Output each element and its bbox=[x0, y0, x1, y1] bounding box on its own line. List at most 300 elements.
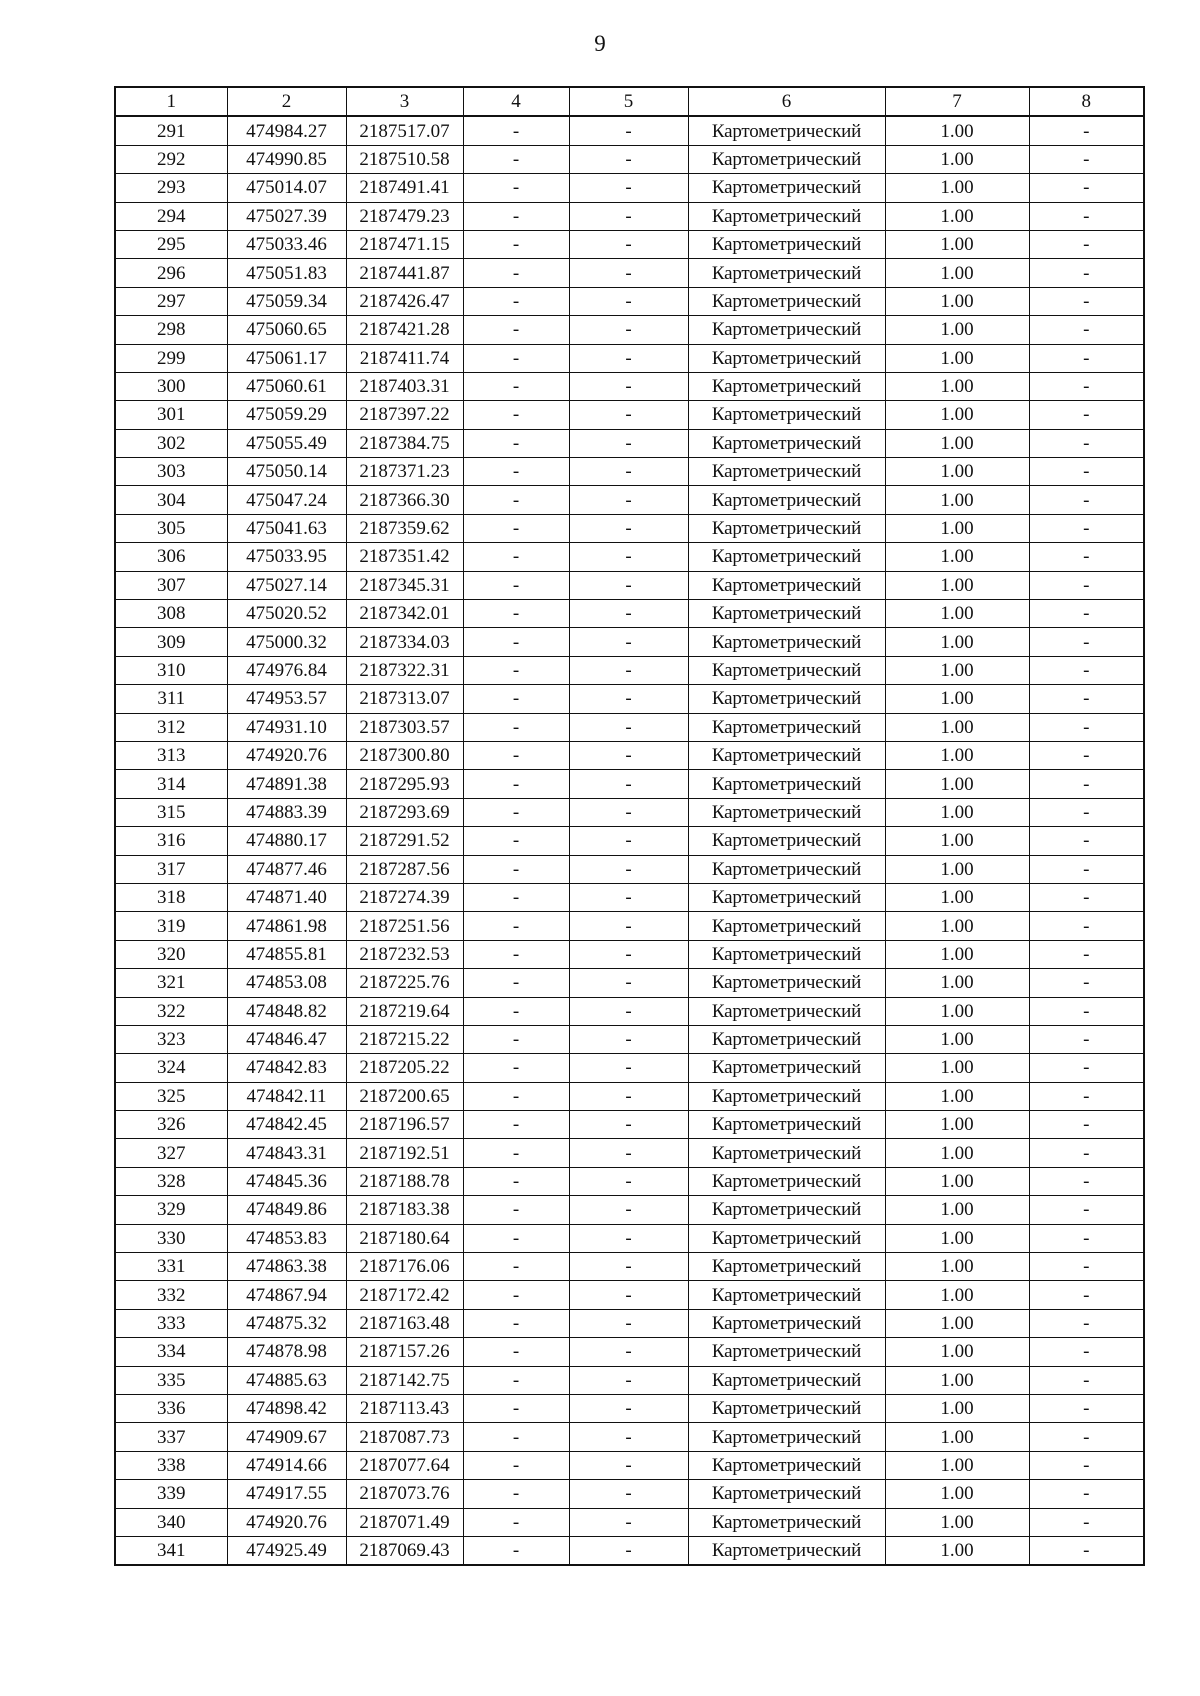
table-cell: - bbox=[569, 770, 688, 798]
table-cell: 329 bbox=[115, 1196, 227, 1224]
table-cell: 1.00 bbox=[885, 1451, 1029, 1479]
table-cell: 2187303.57 bbox=[346, 713, 463, 741]
table-cell: Картометрический bbox=[688, 600, 885, 628]
table-cell: 475051.83 bbox=[227, 259, 346, 287]
table-cell: 475059.29 bbox=[227, 401, 346, 429]
table-cell: 1.00 bbox=[885, 259, 1029, 287]
table-cell: - bbox=[1029, 883, 1144, 911]
table-cell: 305 bbox=[115, 514, 227, 542]
table-cell: 1.00 bbox=[885, 1281, 1029, 1309]
table-cell: 321 bbox=[115, 969, 227, 997]
table-cell: - bbox=[463, 458, 569, 486]
table-cell: - bbox=[1029, 1253, 1144, 1281]
table-cell: 312 bbox=[115, 713, 227, 741]
table-cell: - bbox=[569, 486, 688, 514]
table-cell: - bbox=[1029, 600, 1144, 628]
table-cell: 295 bbox=[115, 230, 227, 258]
table-cell: 475061.17 bbox=[227, 344, 346, 372]
table-cell: Картометрический bbox=[688, 571, 885, 599]
table-cell: 1.00 bbox=[885, 1309, 1029, 1337]
table-cell: 328 bbox=[115, 1167, 227, 1195]
table-cell: - bbox=[463, 997, 569, 1025]
table-cell: - bbox=[1029, 116, 1144, 145]
table-cell: 475059.34 bbox=[227, 287, 346, 315]
table-cell: - bbox=[1029, 1536, 1144, 1565]
table-cell: 474843.31 bbox=[227, 1139, 346, 1167]
table-cell: 2187077.64 bbox=[346, 1451, 463, 1479]
table-cell: 474855.81 bbox=[227, 940, 346, 968]
table-row bbox=[115, 1366, 1144, 1394]
table-cell: - bbox=[569, 628, 688, 656]
table-cell: 314 bbox=[115, 770, 227, 798]
table-cell: - bbox=[569, 883, 688, 911]
table-cell: - bbox=[569, 543, 688, 571]
table-row bbox=[115, 1224, 1144, 1252]
table-cell: - bbox=[1029, 656, 1144, 684]
table-cell: 1.00 bbox=[885, 912, 1029, 940]
table-cell: - bbox=[1029, 1508, 1144, 1536]
table-row bbox=[115, 827, 1144, 855]
table-row bbox=[115, 202, 1144, 230]
table-cell: - bbox=[569, 1536, 688, 1565]
table-cell: - bbox=[463, 1508, 569, 1536]
table-cell: 2187205.22 bbox=[346, 1054, 463, 1082]
table-cell: - bbox=[463, 798, 569, 826]
table-cell: 1.00 bbox=[885, 600, 1029, 628]
table-row bbox=[115, 685, 1144, 713]
table-cell: 336 bbox=[115, 1394, 227, 1422]
table-row bbox=[115, 116, 1144, 145]
table-cell: 1.00 bbox=[885, 1139, 1029, 1167]
table-cell: Картометрический bbox=[688, 912, 885, 940]
table-cell: - bbox=[1029, 316, 1144, 344]
table-cell: 297 bbox=[115, 287, 227, 315]
table-cell: 475033.46 bbox=[227, 230, 346, 258]
table-row bbox=[115, 1451, 1144, 1479]
table-cell: 1.00 bbox=[885, 1480, 1029, 1508]
table-cell: 474885.63 bbox=[227, 1366, 346, 1394]
table-cell: - bbox=[1029, 1224, 1144, 1252]
table-row bbox=[115, 514, 1144, 542]
table-cell: 296 bbox=[115, 259, 227, 287]
table-cell: 2187232.53 bbox=[346, 940, 463, 968]
table-cell: 2187366.30 bbox=[346, 486, 463, 514]
table-row bbox=[115, 316, 1144, 344]
table-cell: 474917.55 bbox=[227, 1480, 346, 1508]
table-cell: 1.00 bbox=[885, 1508, 1029, 1536]
table-cell: - bbox=[1029, 827, 1144, 855]
table-cell: 1.00 bbox=[885, 883, 1029, 911]
table-cell: 333 bbox=[115, 1309, 227, 1337]
table-cell: 2187342.01 bbox=[346, 600, 463, 628]
table-row bbox=[115, 458, 1144, 486]
table-row bbox=[115, 372, 1144, 400]
table-cell: 338 bbox=[115, 1451, 227, 1479]
table-cell: 301 bbox=[115, 401, 227, 429]
table-cell: Картометрический bbox=[688, 1196, 885, 1224]
table-cell: - bbox=[569, 429, 688, 457]
table-cell: - bbox=[569, 940, 688, 968]
table-cell: 474920.76 bbox=[227, 741, 346, 769]
table-cell: 474877.46 bbox=[227, 855, 346, 883]
table-cell: - bbox=[1029, 1480, 1144, 1508]
table-cell: Картометрический bbox=[688, 259, 885, 287]
table-cell: Картометрический bbox=[688, 713, 885, 741]
table-row bbox=[115, 969, 1144, 997]
table-cell: 1.00 bbox=[885, 1366, 1029, 1394]
table-cell: - bbox=[463, 883, 569, 911]
table-cell: - bbox=[463, 1196, 569, 1224]
table-cell: 475050.14 bbox=[227, 458, 346, 486]
table-cell: Картометрический bbox=[688, 1423, 885, 1451]
table-cell: 474931.10 bbox=[227, 713, 346, 741]
table-cell: 474853.83 bbox=[227, 1224, 346, 1252]
table-cell: Картометрический bbox=[688, 372, 885, 400]
table-cell: 2187071.49 bbox=[346, 1508, 463, 1536]
table-cell: 474875.32 bbox=[227, 1309, 346, 1337]
table-cell: - bbox=[463, 543, 569, 571]
table-cell: 1.00 bbox=[885, 401, 1029, 429]
table-row bbox=[115, 259, 1144, 287]
table-cell: 340 bbox=[115, 1508, 227, 1536]
table-cell: - bbox=[1029, 1309, 1144, 1337]
table-cell: - bbox=[463, 1451, 569, 1479]
table-cell: 311 bbox=[115, 685, 227, 713]
table-cell: - bbox=[463, 1082, 569, 1110]
table-cell: 1.00 bbox=[885, 713, 1029, 741]
table-cell: - bbox=[569, 685, 688, 713]
table-cell: 335 bbox=[115, 1366, 227, 1394]
table-cell: 2187291.52 bbox=[346, 827, 463, 855]
table-cell: - bbox=[1029, 202, 1144, 230]
table-cell: - bbox=[1029, 1196, 1144, 1224]
table-cell: Картометрический bbox=[688, 316, 885, 344]
column-header: 3 bbox=[346, 87, 463, 116]
table-cell: 1.00 bbox=[885, 770, 1029, 798]
table-cell: 309 bbox=[115, 628, 227, 656]
table-row bbox=[115, 1196, 1144, 1224]
table-cell: 1.00 bbox=[885, 486, 1029, 514]
table-cell: 1.00 bbox=[885, 1167, 1029, 1195]
table-cell: 1.00 bbox=[885, 372, 1029, 400]
table-body bbox=[115, 116, 1144, 1565]
table-cell: 474984.27 bbox=[227, 116, 346, 145]
table-cell: 2187322.31 bbox=[346, 656, 463, 684]
table-cell: Картометрический bbox=[688, 486, 885, 514]
table-cell: 2187334.03 bbox=[346, 628, 463, 656]
table-cell: - bbox=[463, 600, 569, 628]
table-cell: 315 bbox=[115, 798, 227, 826]
table-cell: - bbox=[1029, 372, 1144, 400]
table-cell: - bbox=[1029, 685, 1144, 713]
table-row bbox=[115, 287, 1144, 315]
table-cell: Картометрический bbox=[688, 1253, 885, 1281]
table-cell: 2187411.74 bbox=[346, 344, 463, 372]
table-cell: Картометрический bbox=[688, 741, 885, 769]
table-cell: - bbox=[569, 713, 688, 741]
table-cell: - bbox=[463, 628, 569, 656]
table-cell: - bbox=[1029, 770, 1144, 798]
table-cell: - bbox=[569, 1423, 688, 1451]
table-cell: - bbox=[1029, 1423, 1144, 1451]
table-row bbox=[115, 1423, 1144, 1451]
table-cell: Картометрический bbox=[688, 287, 885, 315]
table-cell: 1.00 bbox=[885, 827, 1029, 855]
table-cell: 1.00 bbox=[885, 202, 1029, 230]
table-cell: 2187479.23 bbox=[346, 202, 463, 230]
table-cell: 474853.08 bbox=[227, 969, 346, 997]
column-header: 4 bbox=[463, 87, 569, 116]
table-cell: - bbox=[1029, 543, 1144, 571]
table-cell: 2187345.31 bbox=[346, 571, 463, 599]
table-cell: - bbox=[569, 372, 688, 400]
table-cell: 2187384.75 bbox=[346, 429, 463, 457]
table-cell: 337 bbox=[115, 1423, 227, 1451]
table-cell: - bbox=[463, 827, 569, 855]
table-row bbox=[115, 855, 1144, 883]
table-cell: - bbox=[463, 1536, 569, 1565]
table-row bbox=[115, 1480, 1144, 1508]
table-cell: 316 bbox=[115, 827, 227, 855]
table-row bbox=[115, 230, 1144, 258]
table-cell: 474871.40 bbox=[227, 883, 346, 911]
table-cell: - bbox=[1029, 1394, 1144, 1422]
table-cell: - bbox=[463, 116, 569, 145]
table-cell: 474880.17 bbox=[227, 827, 346, 855]
table-cell: - bbox=[1029, 230, 1144, 258]
table-cell: - bbox=[1029, 1054, 1144, 1082]
table-row bbox=[115, 145, 1144, 173]
table-cell: - bbox=[569, 1139, 688, 1167]
table-cell: 1.00 bbox=[885, 628, 1029, 656]
table-cell: 474861.98 bbox=[227, 912, 346, 940]
table-row bbox=[115, 486, 1144, 514]
table-cell: 1.00 bbox=[885, 997, 1029, 1025]
table-cell: - bbox=[569, 827, 688, 855]
table-cell: - bbox=[463, 1309, 569, 1337]
table-cell: Картометрический bbox=[688, 174, 885, 202]
column-header: 8 bbox=[1029, 87, 1144, 116]
table-cell: Картометрический bbox=[688, 1508, 885, 1536]
table-cell: - bbox=[1029, 344, 1144, 372]
table-cell: - bbox=[1029, 429, 1144, 457]
table-cell: - bbox=[569, 259, 688, 287]
table-cell: - bbox=[1029, 1167, 1144, 1195]
table-cell: 2187471.15 bbox=[346, 230, 463, 258]
table-cell: - bbox=[1029, 855, 1144, 883]
table-cell: 2187188.78 bbox=[346, 1167, 463, 1195]
table-cell: 323 bbox=[115, 1025, 227, 1053]
table-cell: Картометрический bbox=[688, 1281, 885, 1309]
table-cell: - bbox=[463, 940, 569, 968]
table-cell: - bbox=[463, 685, 569, 713]
column-header: 2 bbox=[227, 87, 346, 116]
table-cell: - bbox=[463, 372, 569, 400]
table-cell: - bbox=[569, 1082, 688, 1110]
table-cell: 1.00 bbox=[885, 1196, 1029, 1224]
table-cell: 474990.85 bbox=[227, 145, 346, 173]
table-cell: Картометрический bbox=[688, 145, 885, 173]
table-cell: 308 bbox=[115, 600, 227, 628]
table-cell: 306 bbox=[115, 543, 227, 571]
table-cell: 2187359.62 bbox=[346, 514, 463, 542]
table-cell: - bbox=[463, 912, 569, 940]
table-cell: 1.00 bbox=[885, 1111, 1029, 1139]
table-cell: 2187274.39 bbox=[346, 883, 463, 911]
table-cell: - bbox=[569, 1196, 688, 1224]
table-cell: - bbox=[463, 401, 569, 429]
table-cell: 2187157.26 bbox=[346, 1338, 463, 1366]
table-cell: 474909.67 bbox=[227, 1423, 346, 1451]
table-cell: Картометрический bbox=[688, 1536, 885, 1565]
table-cell: Картометрический bbox=[688, 827, 885, 855]
table-cell: Картометрический bbox=[688, 770, 885, 798]
page-number: 9 bbox=[594, 31, 606, 56]
table-cell: 1.00 bbox=[885, 571, 1029, 599]
table-row bbox=[115, 1394, 1144, 1422]
table-cell: - bbox=[569, 202, 688, 230]
table-cell: 2187313.07 bbox=[346, 685, 463, 713]
table-cell: 1.00 bbox=[885, 1224, 1029, 1252]
table-cell: 291 bbox=[115, 116, 227, 145]
table-cell: 2187517.07 bbox=[346, 116, 463, 145]
table-cell: Картометрический bbox=[688, 1394, 885, 1422]
table-cell: Картометрический bbox=[688, 1167, 885, 1195]
table-cell: 330 bbox=[115, 1224, 227, 1252]
table-row bbox=[115, 997, 1144, 1025]
table-row bbox=[115, 656, 1144, 684]
table-cell: Картометрический bbox=[688, 458, 885, 486]
table-cell: 1.00 bbox=[885, 543, 1029, 571]
table-row bbox=[115, 1054, 1144, 1082]
table-cell: - bbox=[569, 174, 688, 202]
table-cell: 475060.65 bbox=[227, 316, 346, 344]
table-cell: - bbox=[1029, 798, 1144, 826]
table-cell: - bbox=[1029, 514, 1144, 542]
table-cell: - bbox=[463, 1338, 569, 1366]
table-cell: - bbox=[569, 145, 688, 173]
table-cell: 474878.98 bbox=[227, 1338, 346, 1366]
table-cell: 475041.63 bbox=[227, 514, 346, 542]
table-cell: 1.00 bbox=[885, 656, 1029, 684]
table-cell: 474842.45 bbox=[227, 1111, 346, 1139]
table-cell: 2187163.48 bbox=[346, 1309, 463, 1337]
table-cell: - bbox=[1029, 458, 1144, 486]
table-cell: - bbox=[569, 287, 688, 315]
table-cell: 304 bbox=[115, 486, 227, 514]
table-cell: 474925.49 bbox=[227, 1536, 346, 1565]
table-cell: Картометрический bbox=[688, 1025, 885, 1053]
table-cell: 2187219.64 bbox=[346, 997, 463, 1025]
table-cell: 1.00 bbox=[885, 940, 1029, 968]
table-cell: 474914.66 bbox=[227, 1451, 346, 1479]
table-cell: - bbox=[463, 230, 569, 258]
table-cell: - bbox=[463, 1054, 569, 1082]
table-cell: - bbox=[569, 344, 688, 372]
table-cell: 1.00 bbox=[885, 287, 1029, 315]
table-cell: 1.00 bbox=[885, 174, 1029, 202]
table-cell: Картометрический bbox=[688, 344, 885, 372]
table-cell: 2187300.80 bbox=[346, 741, 463, 769]
table-cell: - bbox=[569, 1394, 688, 1422]
table-cell: - bbox=[569, 1253, 688, 1281]
table-cell: - bbox=[569, 458, 688, 486]
table-cell: Картометрический bbox=[688, 116, 885, 145]
table-cell: Картометрический bbox=[688, 1309, 885, 1337]
table-cell: - bbox=[569, 1054, 688, 1082]
table-cell: 1.00 bbox=[885, 1394, 1029, 1422]
table-cell: Картометрический bbox=[688, 1338, 885, 1366]
table-cell: - bbox=[569, 741, 688, 769]
column-header: 6 bbox=[688, 87, 885, 116]
table-cell: 475033.95 bbox=[227, 543, 346, 571]
table-cell: 475027.14 bbox=[227, 571, 346, 599]
table-row bbox=[115, 174, 1144, 202]
table-cell: 2187351.42 bbox=[346, 543, 463, 571]
table-cell: 2187069.43 bbox=[346, 1536, 463, 1565]
table-cell: - bbox=[1029, 969, 1144, 997]
table-cell: 2187426.47 bbox=[346, 287, 463, 315]
table-cell: - bbox=[463, 571, 569, 599]
table-cell: 475027.39 bbox=[227, 202, 346, 230]
table-cell: 474953.57 bbox=[227, 685, 346, 713]
table-cell: - bbox=[463, 1281, 569, 1309]
table-row bbox=[115, 741, 1144, 769]
table-cell: 1.00 bbox=[885, 1025, 1029, 1053]
table-cell: - bbox=[463, 429, 569, 457]
table-cell: - bbox=[463, 656, 569, 684]
table-cell: 1.00 bbox=[885, 798, 1029, 826]
table-cell: - bbox=[463, 202, 569, 230]
table-cell: 2187073.76 bbox=[346, 1480, 463, 1508]
table-cell: - bbox=[463, 713, 569, 741]
table-cell: - bbox=[463, 1423, 569, 1451]
table-row bbox=[115, 628, 1144, 656]
table-cell: Картометрический bbox=[688, 855, 885, 883]
table-cell: 2187200.65 bbox=[346, 1082, 463, 1110]
table-cell: 2187183.38 bbox=[346, 1196, 463, 1224]
table-cell: - bbox=[463, 1139, 569, 1167]
table-cell: - bbox=[1029, 259, 1144, 287]
table-cell: 303 bbox=[115, 458, 227, 486]
table-cell: - bbox=[569, 656, 688, 684]
table-cell: - bbox=[463, 741, 569, 769]
table-cell: - bbox=[463, 1025, 569, 1053]
table-cell: - bbox=[463, 1167, 569, 1195]
table-cell: - bbox=[1029, 628, 1144, 656]
table-cell: Картометрический bbox=[688, 1082, 885, 1110]
table-row bbox=[115, 1309, 1144, 1337]
table-row bbox=[115, 1338, 1144, 1366]
table-cell: 1.00 bbox=[885, 855, 1029, 883]
table-cell: - bbox=[463, 1480, 569, 1508]
table-cell: 474863.38 bbox=[227, 1253, 346, 1281]
table-cell: 1.00 bbox=[885, 316, 1029, 344]
table-cell: - bbox=[1029, 940, 1144, 968]
table-cell: - bbox=[569, 600, 688, 628]
table-cell: - bbox=[1029, 1111, 1144, 1139]
table-cell: 1.00 bbox=[885, 1253, 1029, 1281]
table-cell: Картометрический bbox=[688, 1054, 885, 1082]
table-cell: - bbox=[463, 259, 569, 287]
column-header: 7 bbox=[885, 87, 1029, 116]
table-cell: 1.00 bbox=[885, 458, 1029, 486]
table-cell: 475000.32 bbox=[227, 628, 346, 656]
table-cell: - bbox=[569, 855, 688, 883]
table-cell: - bbox=[463, 486, 569, 514]
table-cell: - bbox=[569, 1480, 688, 1508]
table-cell: Картометрический bbox=[688, 202, 885, 230]
